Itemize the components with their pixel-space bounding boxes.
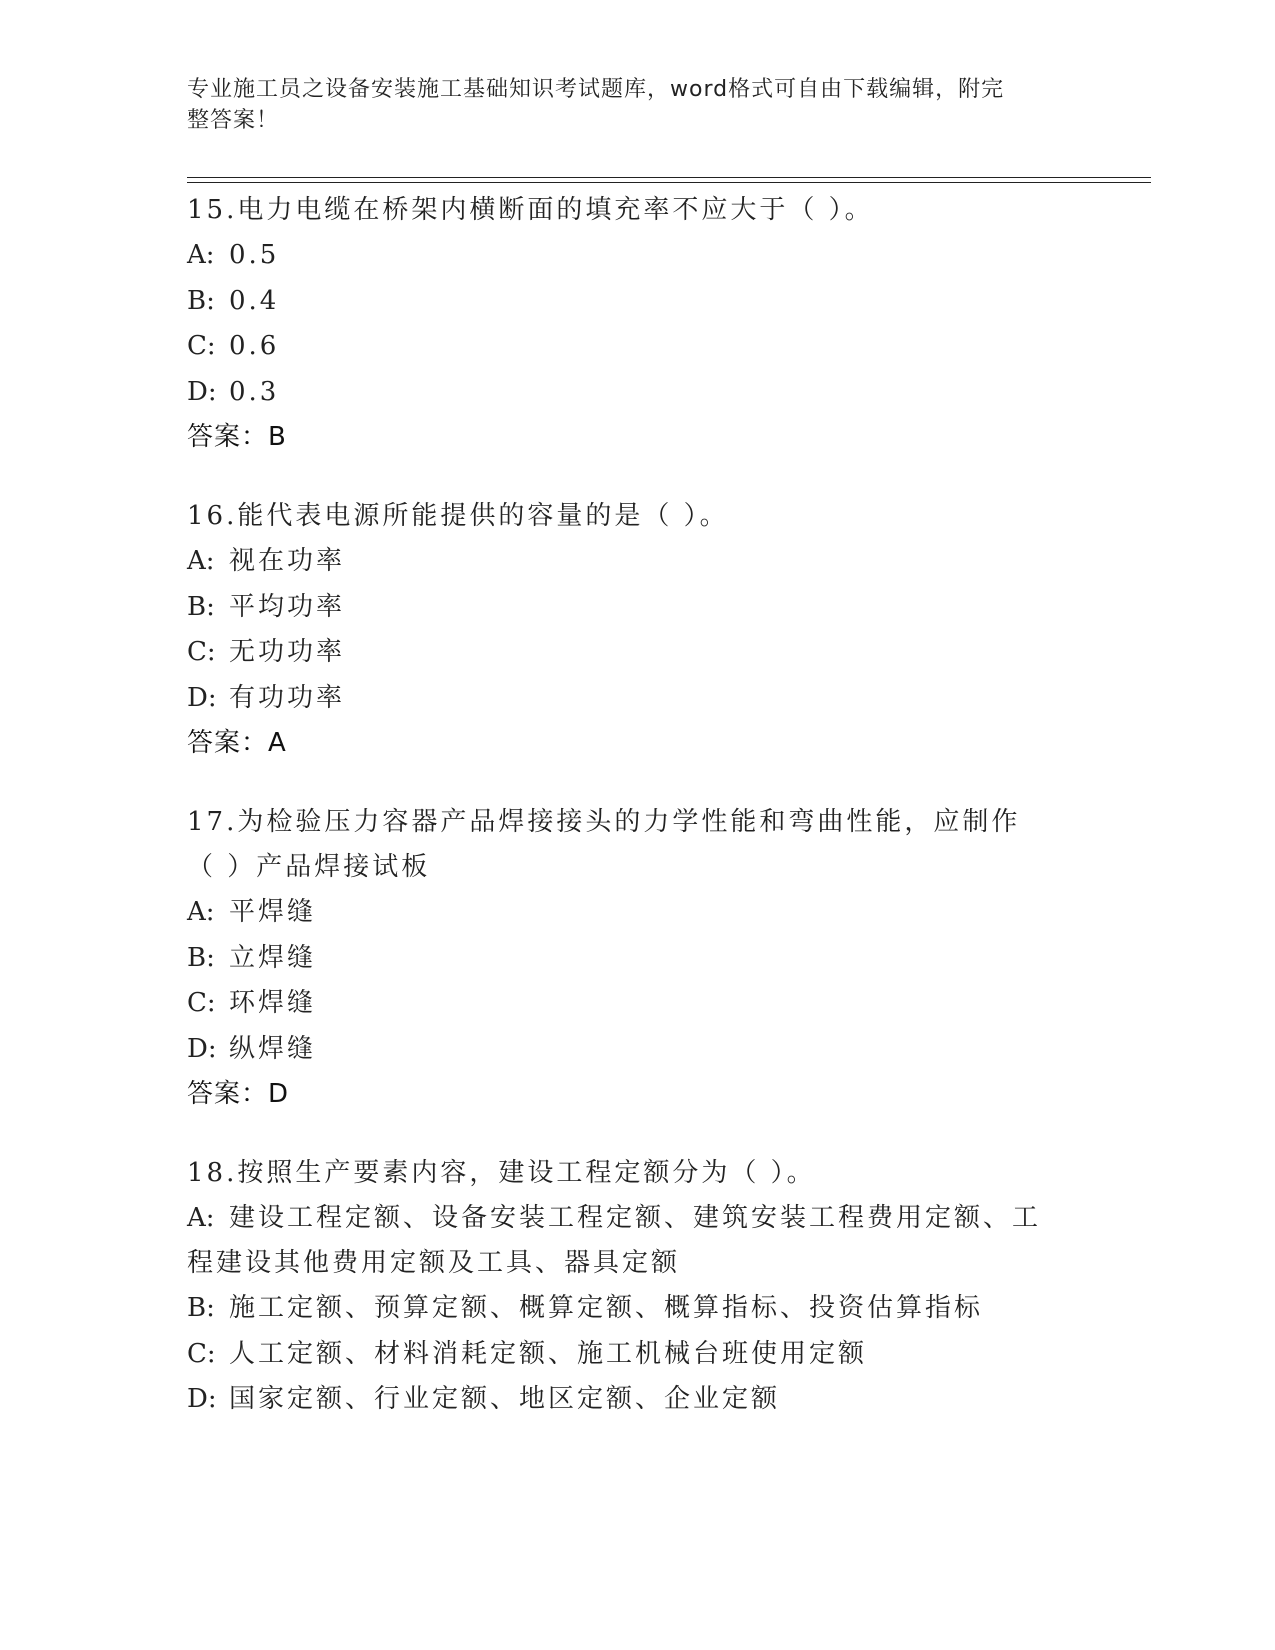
answer-line: 答案：D (187, 1079, 290, 1109)
question-list (187, 188, 1087, 1457)
question-18 (187, 1151, 1087, 1423)
option-letter: C: (187, 988, 216, 1018)
option-a (187, 890, 1087, 936)
option-text: 国家定额、行业定额、地区定额、企业定额 (229, 1384, 781, 1414)
option-letter: C: (187, 1338, 216, 1369)
option-a (187, 233, 1087, 279)
option-text: 平均功率 (229, 591, 346, 622)
option-text: 平焊缝 (229, 897, 317, 927)
option-d (187, 676, 1087, 722)
option-letter: D: (187, 1384, 217, 1414)
header-line-2: 整答案！ (187, 108, 280, 133)
option-b (187, 1286, 1087, 1332)
question-stem: 15.电力电缆在桥架内横断面的填充率不应大于（ ）。 (187, 195, 874, 225)
option-text: 0.3 (229, 376, 280, 407)
option-b (187, 585, 1087, 631)
option-c (187, 630, 1087, 676)
option-letter: A: (187, 1203, 215, 1233)
option-a (187, 539, 1087, 585)
option-d (187, 370, 1087, 416)
option-text: 建设工程定额、设备安装工程定额、建筑安装工程费用定额、工程建设其他费用定额及工具、器具定额 (187, 1203, 1042, 1278)
option-text: 0.6 (229, 331, 280, 361)
option-d (187, 1027, 1087, 1073)
header-line-1: 专业施工员之设备安装施工基础知识考试题库，word格式可自由下载编辑，附完 (187, 77, 1005, 102)
option-a (187, 1196, 1057, 1286)
answer-line: 答案：A (187, 728, 287, 758)
option-text: 0.5 (229, 240, 280, 270)
option-b (187, 279, 1087, 325)
question-16 (187, 494, 1087, 766)
option-letter: A: (187, 546, 215, 576)
question-stem: 16.能代表电源所能提供的容量的是（ ）。 (187, 501, 729, 531)
question-stem: 18.按照生产要素内容，建设工程定额分为（ ）。 (187, 1158, 816, 1188)
option-letter: C: (187, 637, 216, 667)
option-d (187, 1377, 1087, 1423)
option-letter: D: (187, 682, 217, 713)
header-divider-bottom (187, 182, 1151, 183)
option-letter: A: (187, 897, 215, 927)
option-letter: C: (187, 331, 216, 361)
option-text: 施工定额、预算定额、概算定额、概算指标、投资估算指标 (229, 1293, 984, 1323)
option-text: 人工定额、材料消耗定额、施工机械台班使用定额 (229, 1338, 868, 1369)
option-text: 纵焊缝 (229, 1033, 317, 1064)
option-text: 环焊缝 (229, 988, 317, 1018)
option-c (187, 324, 1087, 370)
question-17 (187, 800, 1087, 1117)
header-divider-top (187, 177, 1151, 178)
option-letter: D: (187, 1033, 217, 1064)
option-c (187, 981, 1087, 1027)
option-letter: B: (187, 285, 215, 316)
option-c (187, 1332, 1087, 1378)
option-letter: B: (187, 1293, 215, 1323)
option-text: 无功功率 (229, 637, 346, 667)
question-stem: 17.为检验压力容器产品焊接接头的力学性能和弯曲性能，应制作（ ）产品焊接试板 (187, 807, 1021, 882)
question-15 (187, 188, 1087, 460)
option-letter: B: (187, 591, 215, 622)
answer-line: 答案：B (187, 422, 287, 452)
option-letter: A: (187, 240, 215, 270)
option-letter: B: (187, 942, 215, 973)
option-letter: D: (187, 376, 217, 407)
option-text: 有功功率 (229, 682, 346, 713)
document-header (187, 74, 1067, 136)
option-b (187, 936, 1087, 982)
option-text: 立焊缝 (229, 942, 317, 973)
option-text: 0.4 (229, 285, 280, 316)
option-text: 视在功率 (229, 546, 346, 576)
